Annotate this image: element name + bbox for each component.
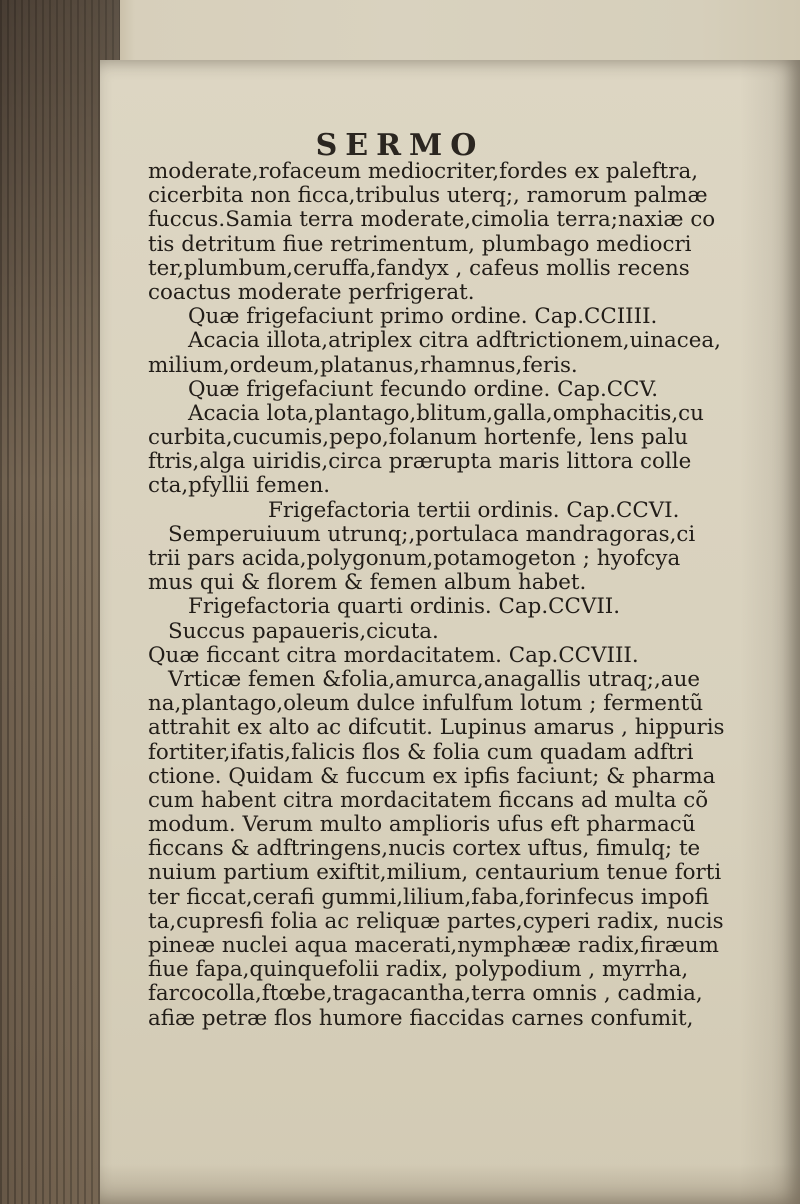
text-line: cicerbita non ficca,tribulus uterq;, ramorum palmæ (148, 184, 708, 209)
text-line: Acacia illota,atriplex citra adftrictionem,uinacea, (188, 329, 721, 354)
text-line: Acacia lota,plantago,blitum,galla,omphacitis,cu (188, 401, 704, 426)
text-line: curbita,cucumis,pepo,folanum hortenfe, lens palu (148, 426, 689, 451)
section-heading: Quæ frigefaciunt fecundo ordine. Cap.CCV. (188, 377, 658, 402)
section-heading: Frigefactoria quarti ordinis. Cap.CCVII. (188, 595, 621, 620)
text-line: attrahit ex alto ac difcutit. Lupinus amarus , hippuris (148, 716, 725, 741)
text-line: trii pars acida,polygonum,potamogeton ; hyofcya (148, 547, 681, 571)
text-line: ter ficcat,cerafi gummi,lilium,faba,forinfecus impofi (148, 885, 709, 910)
text-line: farcocolla,ftœbe,tragacantha,terra omnis , cadmia, (148, 982, 703, 1007)
text-line: Succus papaueris,cicuta. (168, 619, 439, 644)
text-line: ctione. Quidam & fuccum ex ipfis faciunt; & pharma (148, 764, 716, 789)
text-line: cta,pfyllii femen. (148, 474, 331, 499)
text-line: mus qui & florem & femen album habet. (148, 571, 587, 596)
text-line: pineæ nuclei aqua macerati,nymphææ radix,firæum (148, 934, 719, 958)
text-line: ta,cupresfi folia ac reliquæ partes,cyperi radix, nucis (148, 909, 724, 934)
text-line: Semperuiuum utrunq;,portulaca mandragoras,ci (168, 522, 696, 547)
page-bottom-shadow (100, 1164, 800, 1204)
text-line: ficcans & adftringens,nucis cortex uftus, fimulq; te (148, 837, 701, 862)
text-line: modum. Verum multo amplioris ufus eft pharmacũ (148, 813, 696, 838)
text-line: fiue fapa,quinquefolii radix, polypodium , myrrha, (148, 958, 689, 983)
section-heading: Quæ ficcant citra mordacitatem. Cap.CCVIII. (148, 643, 639, 668)
section-heading: Frigefactoria tertii ordinis. Cap.CCVI. (268, 498, 680, 523)
body-text (148, 160, 788, 1031)
text-line: milium,ordeum,platanus,rhamnus,feris. (148, 353, 578, 378)
text-line: moderate,rofaceum mediocriter,fordes ex paleftra, (148, 160, 699, 184)
text-line: cum habent citra mordacitatem ficcans ad multa cõ (148, 788, 709, 813)
text-line: tis detritum fiue retrimentum, plumbago mediocri (148, 232, 692, 257)
text-line: ftris,alga uiridis,circa prærupta maris littora colle (148, 450, 692, 475)
text-line: coactus moderate perfrigerat. (148, 280, 475, 305)
text-line: ter,plumbum,ceruffa,fandyx , cafeus mollis recens (148, 256, 690, 281)
text-line: afiæ petræ flos humore fiaccidas carnes confumit, (148, 1006, 694, 1031)
text-line: nuium partium exiftit,milium, centaurium tenue forti (148, 861, 722, 886)
text-line: fuccus.Samia terra moderate,cimolia terra;naxiæ co (148, 208, 716, 233)
section-heading: Quæ frigefaciunt primo ordine. Cap.CCIIII. (188, 305, 658, 330)
text-line: na,plantago,oleum dulce infulfum lotum ; fermentũ (148, 692, 704, 717)
text-line: Vrticæ femen &folia,amurca,anagallis utraq;,aue (168, 667, 700, 692)
text-line: fortiter,ifatis,falicis flos & folia cum quadam adftri (148, 740, 694, 765)
running-head: SERMO (315, 128, 485, 163)
